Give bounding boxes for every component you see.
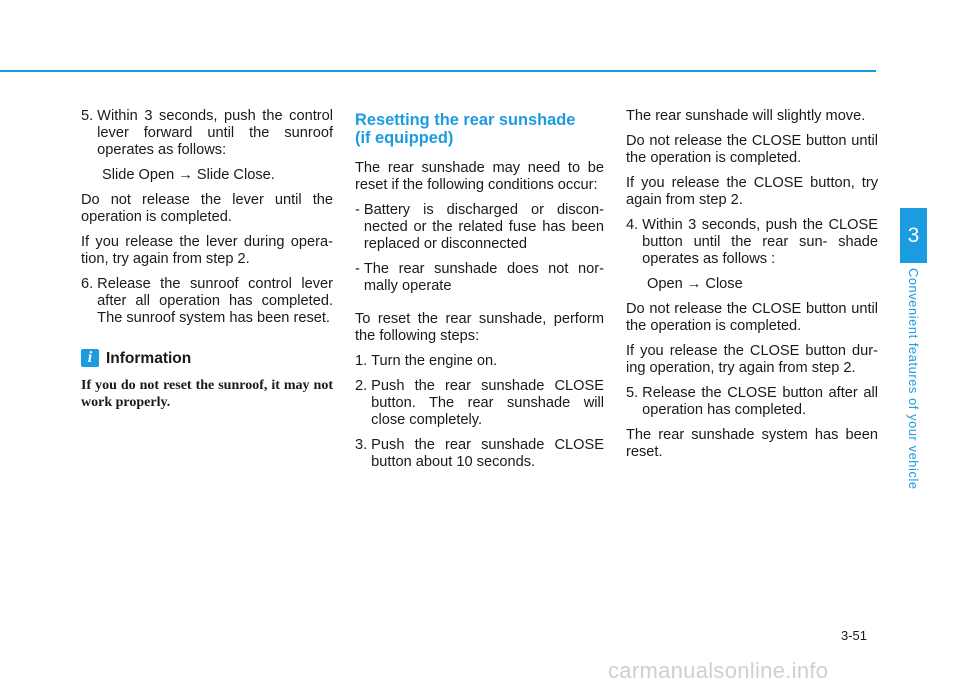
step-text: Push the rear sunshade CLOSE button about 10 seconds. bbox=[371, 437, 604, 470]
watermark: carmanualsonline.info bbox=[608, 658, 829, 683]
column-middle bbox=[355, 108, 604, 479]
chapter-title: Convenient features of your vehicle bbox=[906, 268, 921, 490]
step-item bbox=[81, 108, 333, 159]
step-item bbox=[355, 437, 604, 471]
section-title-line: Resetting the rear sunshade bbox=[355, 111, 576, 129]
section-title bbox=[355, 111, 604, 147]
paragraph: If you release the CLOSE button, try again from step 2. bbox=[626, 175, 878, 208]
step-number: 2. bbox=[355, 378, 368, 394]
paragraph: To reset the rear sunshade, perform the following steps: bbox=[355, 311, 604, 344]
information-text: If you do not reset the sunroof, it may not work properly. bbox=[81, 378, 333, 410]
step-number: 3. bbox=[355, 437, 368, 453]
paragraph: Do not release the CLOSE button until the operation is completed. bbox=[626, 301, 878, 334]
step-text: Within 3 seconds, push the control lever forward until the sunroof operates as follows: bbox=[97, 108, 333, 158]
information-icon: i bbox=[81, 349, 99, 367]
bullet-text: Battery is discharged or discon- nected or the related fuse has been replaced or disconnected bbox=[363, 202, 604, 252]
page-number: 3-51 bbox=[841, 628, 868, 643]
section-title-line: (if equipped) bbox=[355, 129, 454, 147]
paragraph: The rear sunshade may need to be reset if the following conditions occur: bbox=[355, 160, 604, 193]
step-text: Release the CLOSE button after all operation has completed. bbox=[642, 385, 878, 418]
bullet-text: The rear sunshade does not nor- mally operate bbox=[363, 261, 604, 294]
paragraph: Do not release the CLOSE button until the operation is completed. bbox=[626, 133, 878, 166]
column-right bbox=[626, 108, 878, 469]
information-heading bbox=[81, 349, 333, 367]
step-text: Release the sunroof control lever after all operation has completed. The sunroof system has been reset. bbox=[97, 276, 333, 326]
paragraph: The rear sunshade system has been reset. bbox=[626, 427, 878, 460]
column-left bbox=[81, 108, 333, 411]
step-text: Turn the engine on. bbox=[371, 353, 498, 369]
paragraph: If you release the lever during opera- tion, try again from step 2. bbox=[81, 234, 333, 267]
information-label: Information bbox=[106, 349, 192, 367]
step-item bbox=[355, 378, 604, 429]
step-item bbox=[355, 353, 604, 370]
step-item bbox=[626, 217, 878, 268]
chapter-tab[interactable]: 3 bbox=[900, 208, 927, 263]
step-item bbox=[626, 385, 878, 419]
bullet-item bbox=[355, 261, 604, 295]
step-number: 6. bbox=[81, 276, 94, 292]
sequence-text: Open → Close bbox=[647, 276, 743, 292]
sequence-text: Slide Open → Slide Close. bbox=[102, 167, 275, 183]
dash-marker: - bbox=[355, 261, 360, 277]
step-text: Within 3 seconds, push the CLOSE button until the rear sun- shade operates as follows : bbox=[642, 217, 878, 267]
paragraph: The rear sunshade will slightly move. bbox=[626, 108, 866, 124]
step-text: Push the rear sunshade CLOSE button. The rear sunshade will close completely. bbox=[371, 378, 604, 428]
paragraph: If you release the CLOSE button dur- ing operation, try again from step 2. bbox=[626, 343, 878, 376]
bullet-item bbox=[355, 202, 604, 253]
step-item bbox=[81, 276, 333, 327]
step-number: 1. bbox=[355, 353, 368, 369]
step-number: 4. bbox=[626, 217, 639, 233]
step-number: 5. bbox=[626, 385, 639, 401]
paragraph: Do not release the lever until the operation is completed. bbox=[81, 192, 333, 225]
step-number: 5. bbox=[81, 108, 94, 124]
header-rule bbox=[0, 70, 876, 72]
dash-marker: - bbox=[355, 202, 360, 218]
